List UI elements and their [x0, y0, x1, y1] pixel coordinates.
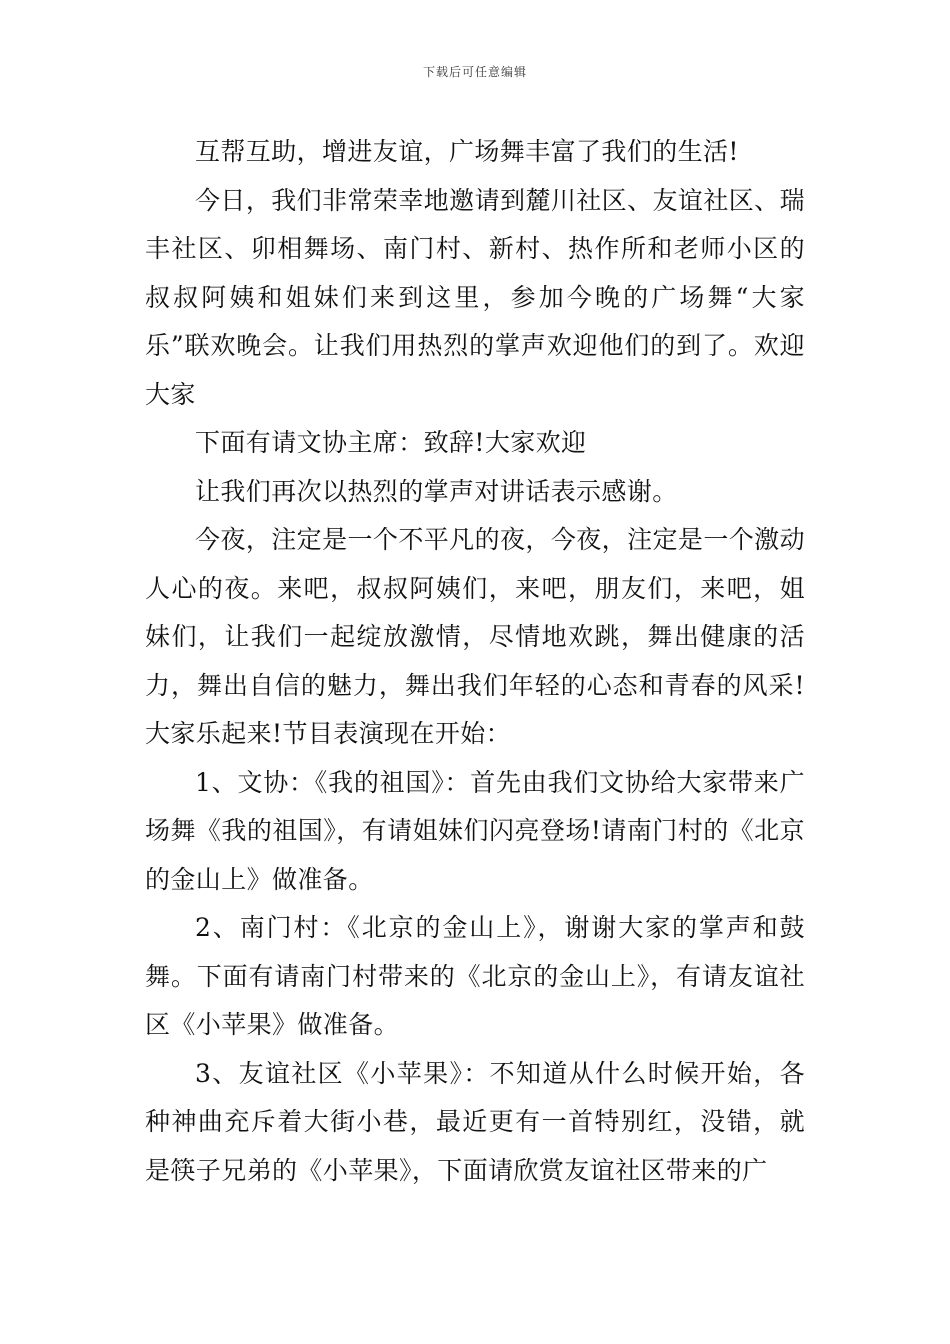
- paragraph: 让我们再次以热烈的掌声对讲话表示感谢。: [195, 476, 678, 506]
- paragraph: 2、南门村：《北京的金山上》，谢谢大家的掌声和鼓舞。下面有请南门村带来的《北京的金山上》，有请友谊社区《小苹果》做准备。: [145, 913, 805, 1039]
- paragraph: 今夜，注定是一个不平凡的夜，今夜，注定是一个激动人心的夜。来吧，叔叔阿姨们，来吧，朋友们，来吧，姐妹们，让我们一起绽放激情，尽情地欢跳，舞出健康的活力，舞出自信的魅力，舞出我们年轻的心态和青春的风采!大家乐起来!节目表演现在开始：: [145, 525, 805, 748]
- paragraph: 互帮互助，增进友谊，广场舞丰富了我们的生活!: [195, 137, 739, 166]
- paragraph: 今日，我们非常荣幸地邀请到麓川社区、友谊社区、瑞丰社区、卯相舞场、南门村、新村、热作所和老师小区的叔叔阿姨和姐妹们来到这里，参加今晚的广场舞“大家乐”联欢晚会。让我们用热烈的掌声欢迎他们的到了。欢迎大家: [145, 185, 805, 409]
- paragraph: 3、友谊社区《小苹果》：不知道从什么时候开始，各种神曲充斥着大街小巷，最近更有一首特别红，没错，就是筷子兄弟的《小苹果》，下面请欣赏友谊社区带来的广: [145, 1058, 805, 1185]
- paragraph: 1、文协：《我的祖国》：首先由我们文协给大家带来广场舞《我的祖国》，有请姐妹们闪亮登场!请南门村的《北京的金山上》做准备。: [145, 767, 805, 894]
- document-body: [145, 128, 805, 1195]
- header-note: 下载后可任意编辑: [422, 65, 527, 79]
- paragraph: 下面有请文协主席：致辞!大家欢迎: [195, 428, 587, 457]
